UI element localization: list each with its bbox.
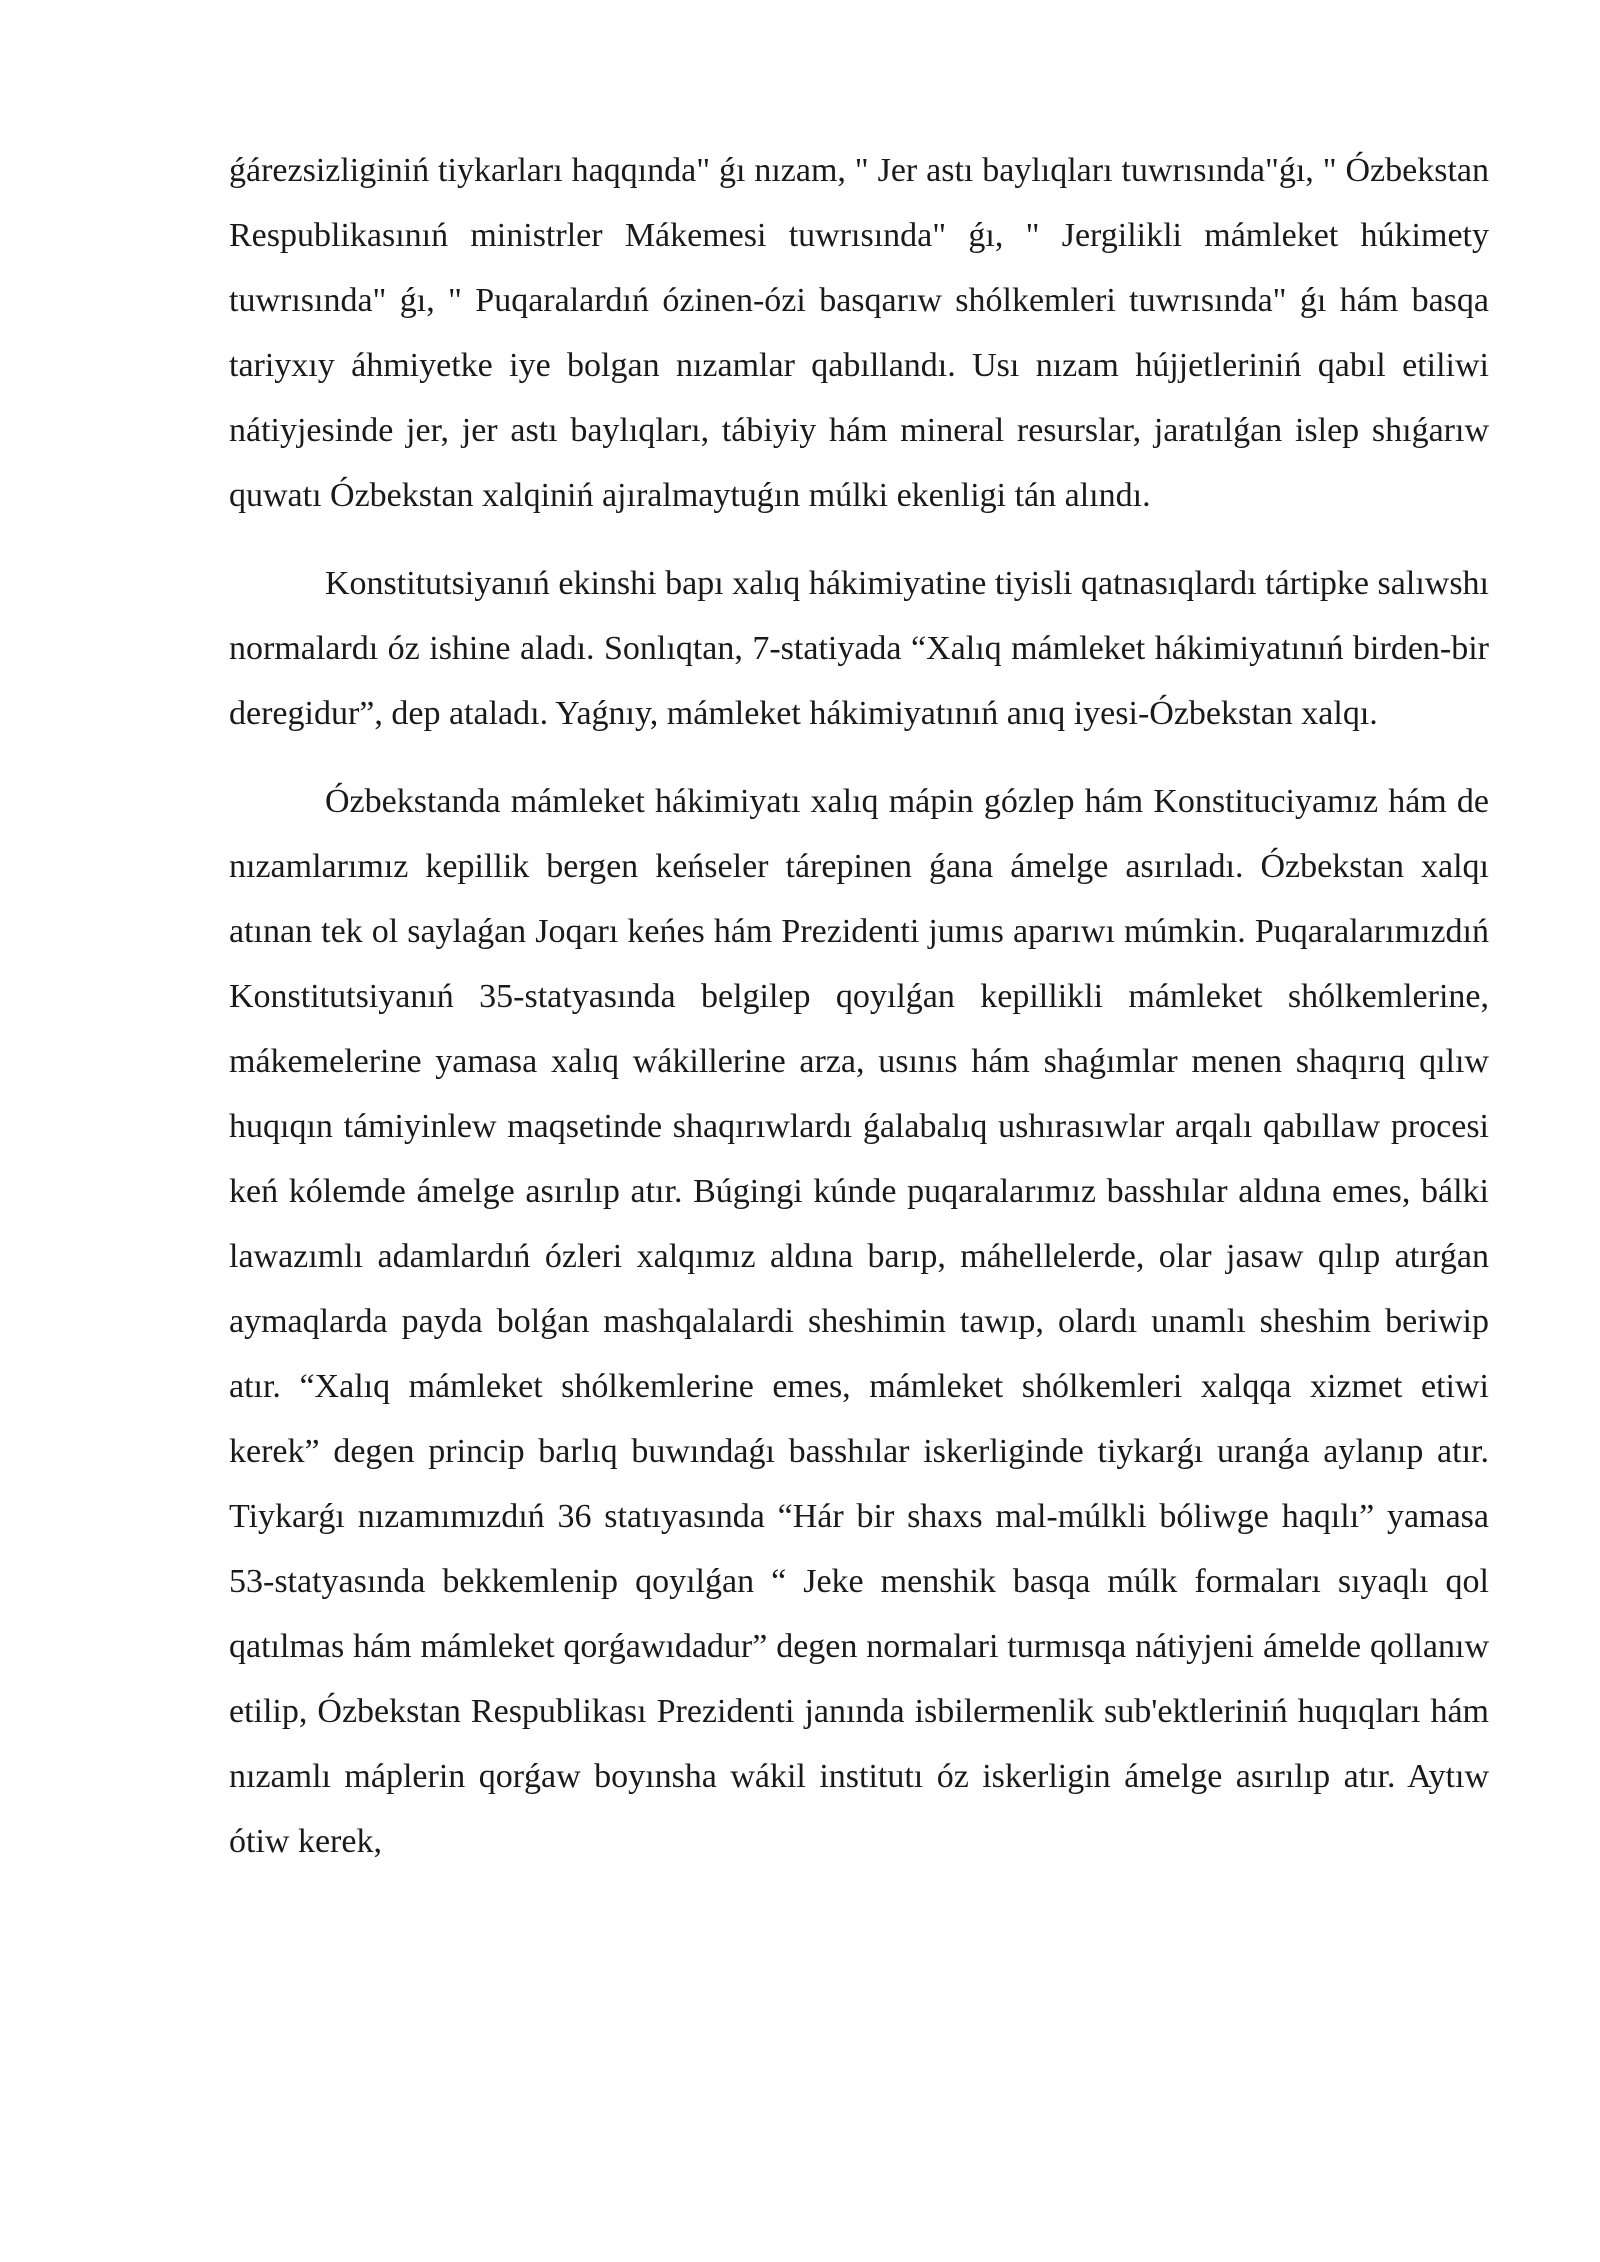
paragraph-1: ǵárezsizliginiń tiykarları haqqında" ǵı nızam, " Jer astı baylıqları tuwrısında"ǵı, " Ózbekstan Respublikasınıń ministrler Mákemesi tuwrısında" ǵı, " Jergilikli mámleket húkimety tuwrısında" ǵı, " Puqaralardıń ózinen-ózi basqarıw shólkemleri tuwrısında" ǵı hám basqa tariyxıy áhmiyetke iye bolgan nızamlar qabıllandı. Usı nızam hújjetleriniń qabıl etiliwi nátiyjesinde jer, jer astı baylıqları, tábiyiy hám mineral resurslar, jaratılǵan islep shıǵarıw quwatı Ózbekstan xalqiniń ajıralmaytuǵın múlki ekenligi tán alındı. <box>229 152 1489 514</box>
paragraph-2: Konstitutsiyanıń ekinshi bapı xalıq hákimiyatine tiyisli qatnasıqlardı tártipke salıwshı normalardı óz ishine aladı. Sonlıqtan, 7-statiyada “Xalıq mámleket hákimiyatınıń birden-bir deregidur”, dep ataladı. Yaǵnıy, mámleket hákimiyatınıń anıq iyesi-Ózbekstan xalqı. <box>229 565 1489 732</box>
document-body <box>229 138 1489 1874</box>
paragraph-3: Ózbekstanda mámleket hákimiyatı xalıq mápin gózlep hám Konstituciyamız hám de nızamlarımız kepillik bergen keńseler tárepinen ǵana ámelge asırıladı. Ózbekstan xalqı atınan tek ol saylaǵan Joqarı keńes hám Prezidenti jumıs aparıwı múmkin. Puqaralarımızdıń Konstitutsiyanıń 35-statyasında belgilep qoyılǵan kepillikli mámleket shólkemlerine, mákemelerine yamasa xalıq wákillerine arza, usınıs hám shaǵımlar menen shaqırıq qılıw huqıqın támiyinlew maqsetinde shaqırıwlardı ǵalabalıq ushırasıwlar arqalı qabıllaw procesi keń kólemde ámelge asırılıp atır. Búgingi kúnde puqaralarımız basshılar aldına emes, bálki lawazımlı adamlardıń ózleri xalqımız aldına barıp, máhellelerde, olar jasaw qılıp atırǵan aymaqlarda payda bolǵan mashqalalardi sheshimin tawıp, olardı unamlı sheshim beriwip atır. “Xalıq mámleket shólkemlerine emes, mámleket shólkemleri xalqqa xizmet etiwi kerek” degen princip barlıq buwındaǵı basshılar iskerliginde tiykarǵı uranǵa aylanıp atır. Tiykarǵı nızamımızdıń 36 statıyasında “Hár bir shaxs mal-múlkli bóliwge haqılı” yamasa 53-statyasında bekkemlenip qoyılǵan “ Jeke menshik basqa múlk formaları sıyaqlı qol qatılmas hám mámleket qorǵawıdadur” degen normalari turmısqa nátiyjeni ámelde qollanıw etilip, Ózbekstan Respublikası Prezidenti janında isbilermenlik sub'ektleriniń huqıqları hám nızamlı máplerin qorǵaw boyınsha wákil institutı óz iskerligin ámelge asırılıp atır. Aytıw ótiw kerek, <box>229 783 1489 1860</box>
